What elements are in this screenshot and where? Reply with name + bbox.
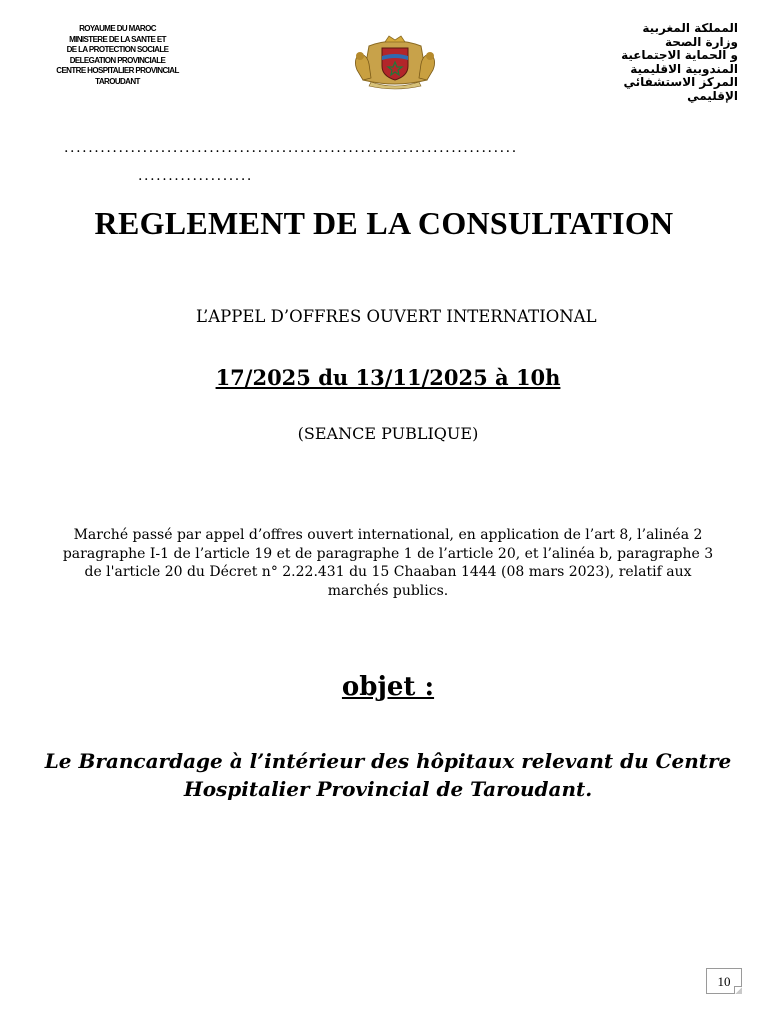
- tender-reference: 17/2025 du 13/11/2025 à 10h: [215, 365, 561, 390]
- objet-heading: objet :: [341, 672, 435, 702]
- header-left-line: CENTRE HOSPITALIER PROVINCIAL: [56, 66, 179, 75]
- header-left-line: MINISTERE DE LA SANTE ET: [69, 34, 166, 44]
- header-right: [578, 22, 738, 103]
- header-right-line: المركز الاستشفائي: [623, 75, 738, 89]
- coat-of-arms-icon: [349, 34, 441, 90]
- header-right-line: الإقليمي: [687, 88, 738, 103]
- header-right-line: المندوبية الاقليمية: [630, 61, 738, 76]
- header-right-line: وزارة الصحة: [664, 34, 738, 49]
- page-number: 10: [706, 968, 742, 994]
- header-left-line: TAROUDANT: [95, 76, 140, 86]
- dotted-separator: ...................: [138, 168, 253, 184]
- document-subtitle: L’APPEL D’OFFRES OUVERT INTERNATIONAL: [196, 307, 597, 326]
- header-left: [30, 24, 205, 87]
- header-right-line: و الحماية الاجتماعية: [621, 48, 738, 62]
- legal-paragraph: Marché passé par appel d’offres ouvert international, en application de l’art 8, l’alinéa 2 paragraphe I-1 de l’article 19 et de paragraphe 1 de l’article 20, et l’alinéa b, paragraphe 3 de l'article 20 du Décret n° 2.22.431 du 15 Chaaban 1444 (08 mars 2023), relatif aux marchés publics.: [62, 527, 714, 599]
- header-right-line: المملكة المغربية: [642, 21, 738, 35]
- subject-text: Le Brancardage à l’intérieur des hôpitaux relevant du Centre Hospitalier Provincial de Taroudant.: [44, 749, 732, 801]
- dotted-separator: ...........................................................................: [64, 140, 518, 156]
- header-left-line: DELEGATION PROVINCIALE: [69, 55, 166, 65]
- header-left-line: DE LA PROTECTION SOCIALE: [66, 45, 169, 54]
- document-title: REGLEMENT DE LA CONSULTATION: [94, 205, 674, 241]
- session-type: (SEANCE PUBLIQUE): [297, 424, 479, 443]
- header-left-line: ROYAUME DU MAROC: [79, 24, 156, 33]
